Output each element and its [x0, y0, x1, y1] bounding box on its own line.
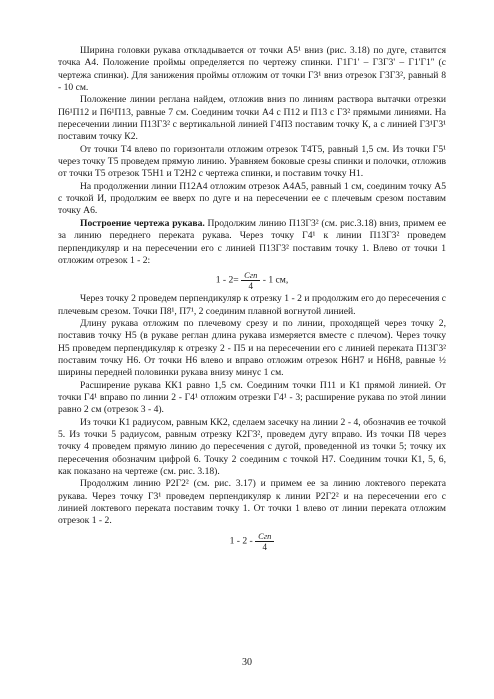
formula-2-fraction — [255, 531, 274, 552]
document-body — [58, 45, 446, 554]
section-heading: Построение чертежа рукава. — [80, 217, 205, 229]
formula-2-numerator: Сгп — [255, 531, 274, 542]
paragraph-4: На продолжении линии П12А4 отложим отрезок А4А5, равный 1 см, соединим точку А5 с точкой И, продолжим ее вверх по дуге и на пересечении ее с плечевым срезом поставим точку А6. — [58, 180, 446, 217]
paragraph-5 — [58, 218, 446, 267]
paragraph-3: От точки Т4 влево по горизонтали отложим отрезок Т4Т5, равный 1,5 см. Из точки Г5¹ через точку Т5 проведем прямую линию. Уравняем боковые срезы спинки и полочки, отложив от точки Т5 отрезок Т5Н1 и Т2Н2 с чертежа спинки, и поставим точку Н1. — [58, 143, 446, 180]
paragraph-10: Продолжим линию Р2Г2² (см. рис. 3.17) и примем ее за линию локтевого переката рукава. Через точку Г3¹ проведем перпендикуляр к линии Р2Г2² и на пересечении его с линией локтевого переката поставим точку 1. От точки 1 влево от линии переката отложим отрезок 1 - 2. — [58, 478, 446, 527]
paragraph-2: Положение линии реглана найдем, отложив вниз по линиям раствора вытачки отрезки П6¹П12 и П6¹П13, равные 7 см. Соединим точки А4 с П12 и П13 с Г3² прямыми линиями. На пересечении линии П13Г3² с вертикальной линией Г4П3 поставим точку К, а с линией Г3¹Г3¹ поставим точку К2. — [58, 94, 446, 143]
formula-1-left: 1 - 2= — [215, 274, 239, 286]
formula-1 — [58, 270, 446, 291]
formula-1-fraction — [241, 270, 260, 291]
page-number: 30 — [242, 657, 252, 668]
paragraph-6: Через точку 2 проведем перпендикуляр к отрезку 1 - 2 и продолжим его до пересечения с плечевым срезом. Точки П8¹, П7¹, 2 соединим плавной вогнутой линией. — [58, 293, 446, 317]
paragraph-8: Расширение рукава КК1 равно 1,5 см. Соединим точки П11 и К1 прямой линией. От точки Г4¹ вправо по линии 2 - Г4¹ отложим отрезки Г4¹ - 3; расширение рукава по этой линии равно 2 см (отрезок 3 - 4). — [58, 379, 446, 416]
formula-1-denominator: 4 — [248, 281, 253, 292]
formula-2 — [58, 531, 446, 552]
paragraph-7: Длину рукава отложим по плечевому срезу и по линии, проходящей через точку 2, поставив точку Н5 (в рукаве реглан длина рукава измеряется вместе с плечом). Через точку Н5 проведем перпендикуляр к отрезку 2 - П5 и на пересечении его с линией переката П13Г3² поставим точку Н6. От точки Н6 влево и вправо отложим отрезок Н6Н7 и Н6Н8, равные ½ ширины передней половинки рукава внизу минус 1 см. — [58, 317, 446, 379]
formula-1-numerator: Сгп — [241, 270, 260, 281]
formula-1-right: - 1 см, — [262, 274, 289, 286]
formula-2-denominator: 4 — [262, 541, 268, 552]
paragraph-5-text: Продолжим линию П13Г3² (см. рис.3.18) вниз, примем ее за линию переднего переката рукава. Через точку Г4¹ к линии П13Г3² проведем перпендикуляр и на пересечении его с линией П13Г3² поставим точку 1. Влево от точки 1 отложим отрезок 1 - 2: — [58, 217, 446, 266]
paragraph-1: Ширина головки рукава откладывается от точки А5¹ вниз (рис. 3.18) по дуге, ставится точка А4. Положение проймы определяется по чертежу спинки. Г1Г1' – Г3Г3' – Г1'Г1'' (с чертежа спинки). Для занижения проймы отложим от точки Г3¹ вниз отрезок Г3Г3², равный 8 - 10 см. — [58, 45, 446, 94]
paragraph-9: Из точки К1 радиусом, равным КК2, сделаем засечку на линии 2 - 4, обозначив ее точкой 5. Из точки 5 радиусом, равным отрезку К2Г3², проведем дугу вправо. Из точки П8 через точку 4 проведем прямую линию до пересечения с дугой, проведенной из точки 5; точку их пересечения обозначим цифрой 6. Точку 2 соединим с точкой Н7. Соединим точки К1, 5, 6, как показано на чертеже (см. рис. 3.18). — [58, 416, 446, 477]
formula-2-left: 1 - 2 - — [229, 535, 253, 547]
